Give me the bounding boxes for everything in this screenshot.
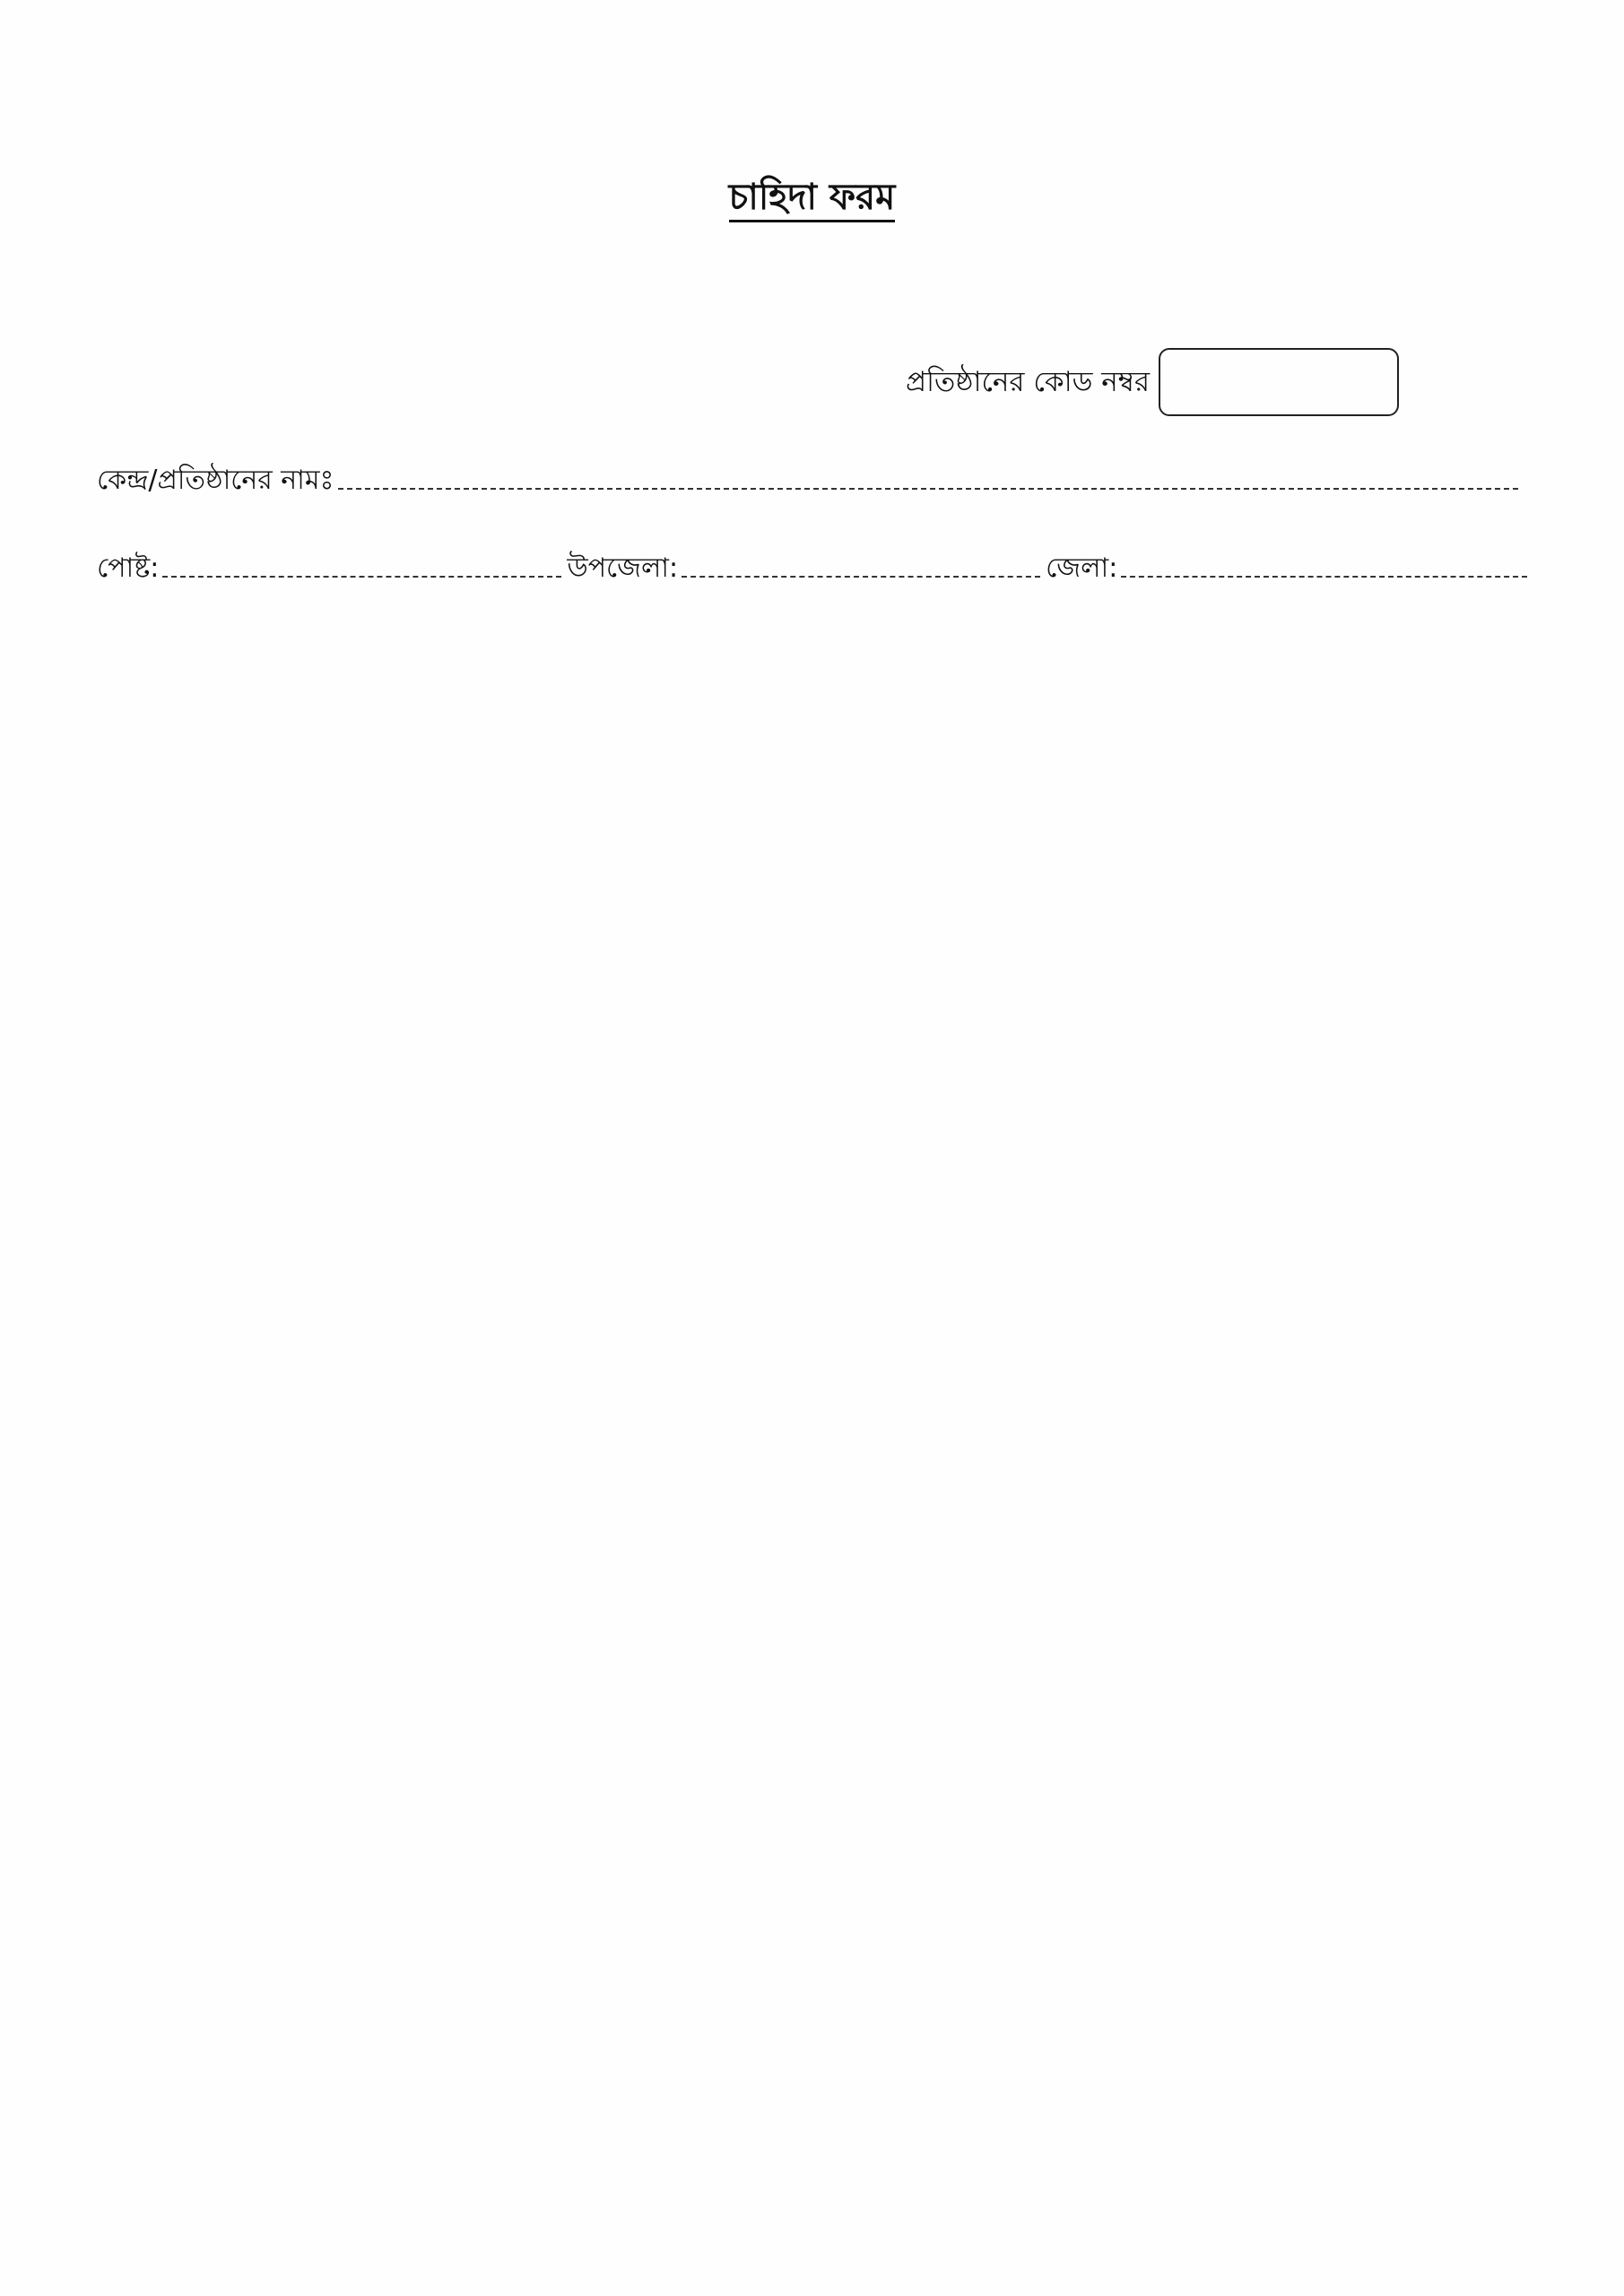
- district-label: জেলা:: [1046, 552, 1118, 584]
- upazila-field[interactable]: [682, 576, 1040, 578]
- upazila-label: উপজেলা:: [567, 552, 679, 584]
- form-title-text: চাহিদা ফরম: [729, 177, 896, 222]
- post-label: পোষ্ট:: [97, 552, 160, 584]
- institution-code-box[interactable]: [1159, 348, 1399, 416]
- form-title: [0, 172, 1624, 222]
- institution-name-field[interactable]: [338, 488, 1518, 490]
- institution-name-line: [97, 456, 1524, 499]
- district-field[interactable]: [1121, 576, 1527, 578]
- institution-name-label: কেন্দ্র/প্রতিষ্ঠানের নামঃ: [97, 465, 334, 496]
- post-field[interactable]: [162, 576, 561, 578]
- institution-code-label: প্রতিষ্ঠানের কোড নম্বর: [906, 366, 1151, 398]
- address-line: [97, 544, 1527, 587]
- institution-code-row: [906, 348, 1399, 416]
